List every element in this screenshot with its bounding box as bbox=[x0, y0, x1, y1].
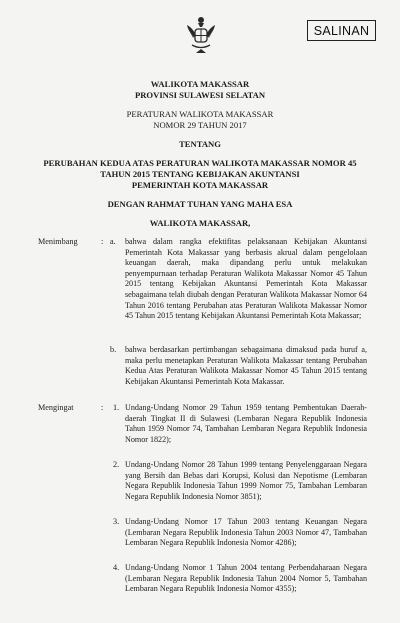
menimbang-marker-b: b. bbox=[110, 345, 117, 354]
mengingat-colon: : bbox=[101, 403, 104, 412]
office-title: WALIKOTA MAKASSAR bbox=[150, 79, 250, 89]
mengingat-item-2: Undang-Undang Nomor 28 Tahun 1999 tentang Penyelenggaraan Negara yang Bersih dan Bebas dari Korupsi, Kolusi dan Nepotisme (Lembaran Negara Republik Indonesia Tahun 1999 Nomor 75, Tambahan Lembaran Negara Republik Indonesia Nomor 3851); bbox=[125, 460, 367, 501]
mengingat-marker-1: 1. bbox=[113, 403, 120, 412]
garuda-emblem-icon bbox=[185, 15, 217, 55]
province-title: PROVINSI SULAWESI SELATAN bbox=[134, 90, 266, 100]
mengingat-marker-3: 3. bbox=[113, 517, 120, 526]
subject-line-2: TAHUN 2015 TENTANG KEBIJAKAN AKUNTANSI bbox=[100, 169, 300, 179]
subject-line-3: PEMERINTAH KOTA MAKASSAR bbox=[131, 180, 269, 190]
subject-line-1: PERUBAHAN KEDUA ATAS PERATURAN WALIKOTA MAKASSAR NOMOR 45 bbox=[43, 158, 357, 168]
menimbang-item-a: bahwa dalam rangka efektifitas pelaksanaan Kebijakan Akuntansi Pemerintah Kota Makassar yang berbasis akrual dalam pengelolaan keuangan daerah, maka dipandang perlu untuk melakukan penyempurnaan terhadap Peraturan Walikota Makassar Nomor 45 Tahun 2015 tentang Kebijakan Akuntansi Pemerintah Kota Makassar sebagaimana telah diubah dengan Peraturan Walikota Makassar Nomor 64 Tahun 2016 tentang Perubahan atas Peraturan Walikota Makassar Nomor 45 Tahun 2015 tentang Kebijakan Akuntansi Pemerintah Kota Makassar; bbox=[125, 237, 367, 321]
menimbang-label: Menimbang bbox=[38, 237, 78, 246]
menimbang-colon: : bbox=[101, 237, 104, 246]
regulation-title: PERATURAN WALIKOTA MAKASSAR bbox=[126, 109, 274, 119]
about-label: TENTANG bbox=[179, 139, 221, 149]
mengingat-marker-2: 2. bbox=[113, 460, 120, 469]
regulation-number: NOMOR 29 TAHUN 2017 bbox=[153, 120, 247, 130]
mengingat-label: Mengingat bbox=[38, 403, 74, 412]
mengingat-item-1: Undang-Undang Nomor 29 Tahun 1959 tentang Pembentukan Daerah-daerah Tingkat II di Sulawesi (Lembaran Negara Republik Indonesia Tahun 1959 Nomor 74, Tambahan Lembaran Negara Republik Indonesia Nomor 1822); bbox=[125, 403, 367, 444]
mengingat-marker-4: 4. bbox=[113, 563, 120, 572]
menimbang-marker-a: a. bbox=[110, 237, 116, 246]
authority-heading: WALIKOTA MAKASSAR, bbox=[149, 218, 251, 228]
menimbang-item-b: bahwa berdasarkan pertimbangan sebagaimana dimaksud pada huruf a, maka perlu menetapkan Peraturan Walikota Makassar tentang Perubahan Kedua Atas Peraturan Walikota Makassar Nomor 45 Tahun 2015 tentang Kebijakan Akuntansi Pemerintah Kota Makassar. bbox=[125, 345, 367, 386]
grace-formula: DENGAN RAHMAT TUHAN YANG MAHA ESA bbox=[107, 199, 293, 209]
mengingat-item-3: Undang-Undang Nomor 17 Tahun 2003 tentang Keuangan Negara (Lembaran Negara Republik Indonesia Tahun 2003 Nomor 47, Tambahan Lembaran Negara Republik Indonesia Nomor 4286); bbox=[125, 517, 367, 548]
salinan-stamp: SALINAN bbox=[307, 20, 376, 41]
mengingat-item-4: Undang-Undang Nomor 1 Tahun 2004 tentang Perbendaharaan Negara (Lembaran Negara Republik Indonesia Tahun 2004 Nomor 5, Tambahan Lembaran Negara Republik Indonesia Nomor 4355); bbox=[125, 563, 367, 594]
